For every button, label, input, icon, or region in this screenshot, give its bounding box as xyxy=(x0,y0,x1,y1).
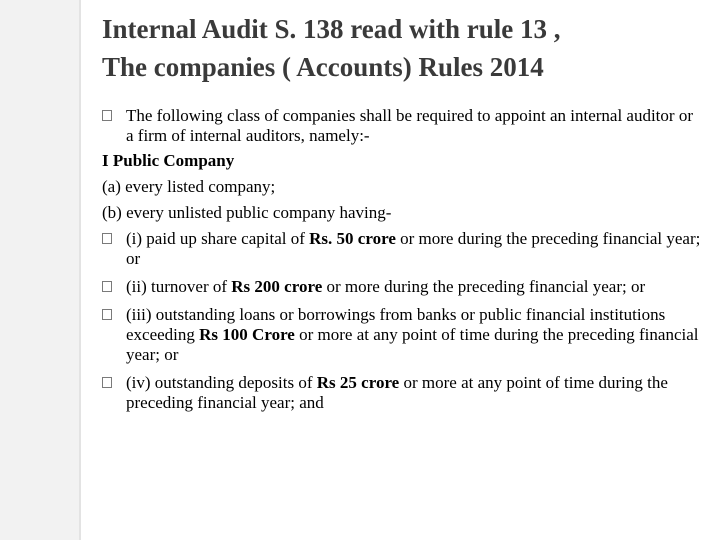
sub-item-ii-text-end: or more during the preceding financial year; or xyxy=(322,277,646,296)
sub-item-iii-amount: Rs 100 Crore xyxy=(199,325,295,344)
square-bullet-icon xyxy=(102,309,112,320)
square-bullet-icon xyxy=(102,377,112,388)
list-item-b: (b) every unlisted public company having- xyxy=(102,203,392,222)
sub-item-ii xyxy=(102,277,702,297)
sub-item-ii-amount: Rs 200 crore xyxy=(231,277,323,296)
section-heading: I Public Company xyxy=(102,151,235,170)
sub-item-i-amount: Rs. 50 crore xyxy=(309,229,396,248)
sub-item-iv-text-start: (iv) outstanding deposits of xyxy=(126,373,317,392)
left-decorative-band xyxy=(0,0,79,540)
title-line-2: The companies ( Accounts) Rules 2014 xyxy=(102,52,544,82)
sub-item-iv xyxy=(102,373,702,413)
sub-item-i xyxy=(102,229,702,269)
sub-item-iii-text-start: (iii) outstanding loans or borrowings from banks or public financial institutions exceeding xyxy=(126,305,666,344)
sub-item-ii-text-start: (ii) turnover of xyxy=(126,277,232,296)
slide-title xyxy=(102,10,702,86)
left-band-edge xyxy=(79,0,81,540)
sub-item-iv-text-end: or more at any point of time during the preceding financial year; and xyxy=(126,373,668,412)
sub-item-i-text-end: or more during the preceding financial year; or xyxy=(126,229,701,268)
square-bullet-icon xyxy=(102,233,112,244)
list-item-a: (a) every listed company; xyxy=(102,177,276,196)
slide-body xyxy=(102,106,702,413)
square-bullet-icon xyxy=(102,281,112,292)
intro-text: The following class of companies shall be required to appoint an internal auditor or a firm of internal auditors, namely:- xyxy=(126,106,693,145)
square-bullet-icon xyxy=(102,110,112,121)
sub-item-i-text-start: (i) paid up share capital of xyxy=(126,229,310,248)
intro-paragraph xyxy=(102,106,702,146)
sub-item-iii-text-end: or more at any point of time during the preceding financial year; or xyxy=(126,325,699,364)
sub-item-iv-amount: Rs 25 crore xyxy=(316,373,400,392)
title-line-1: Internal Audit S. 138 read with rule 13 , xyxy=(102,14,561,44)
sub-item-iii xyxy=(102,305,702,365)
